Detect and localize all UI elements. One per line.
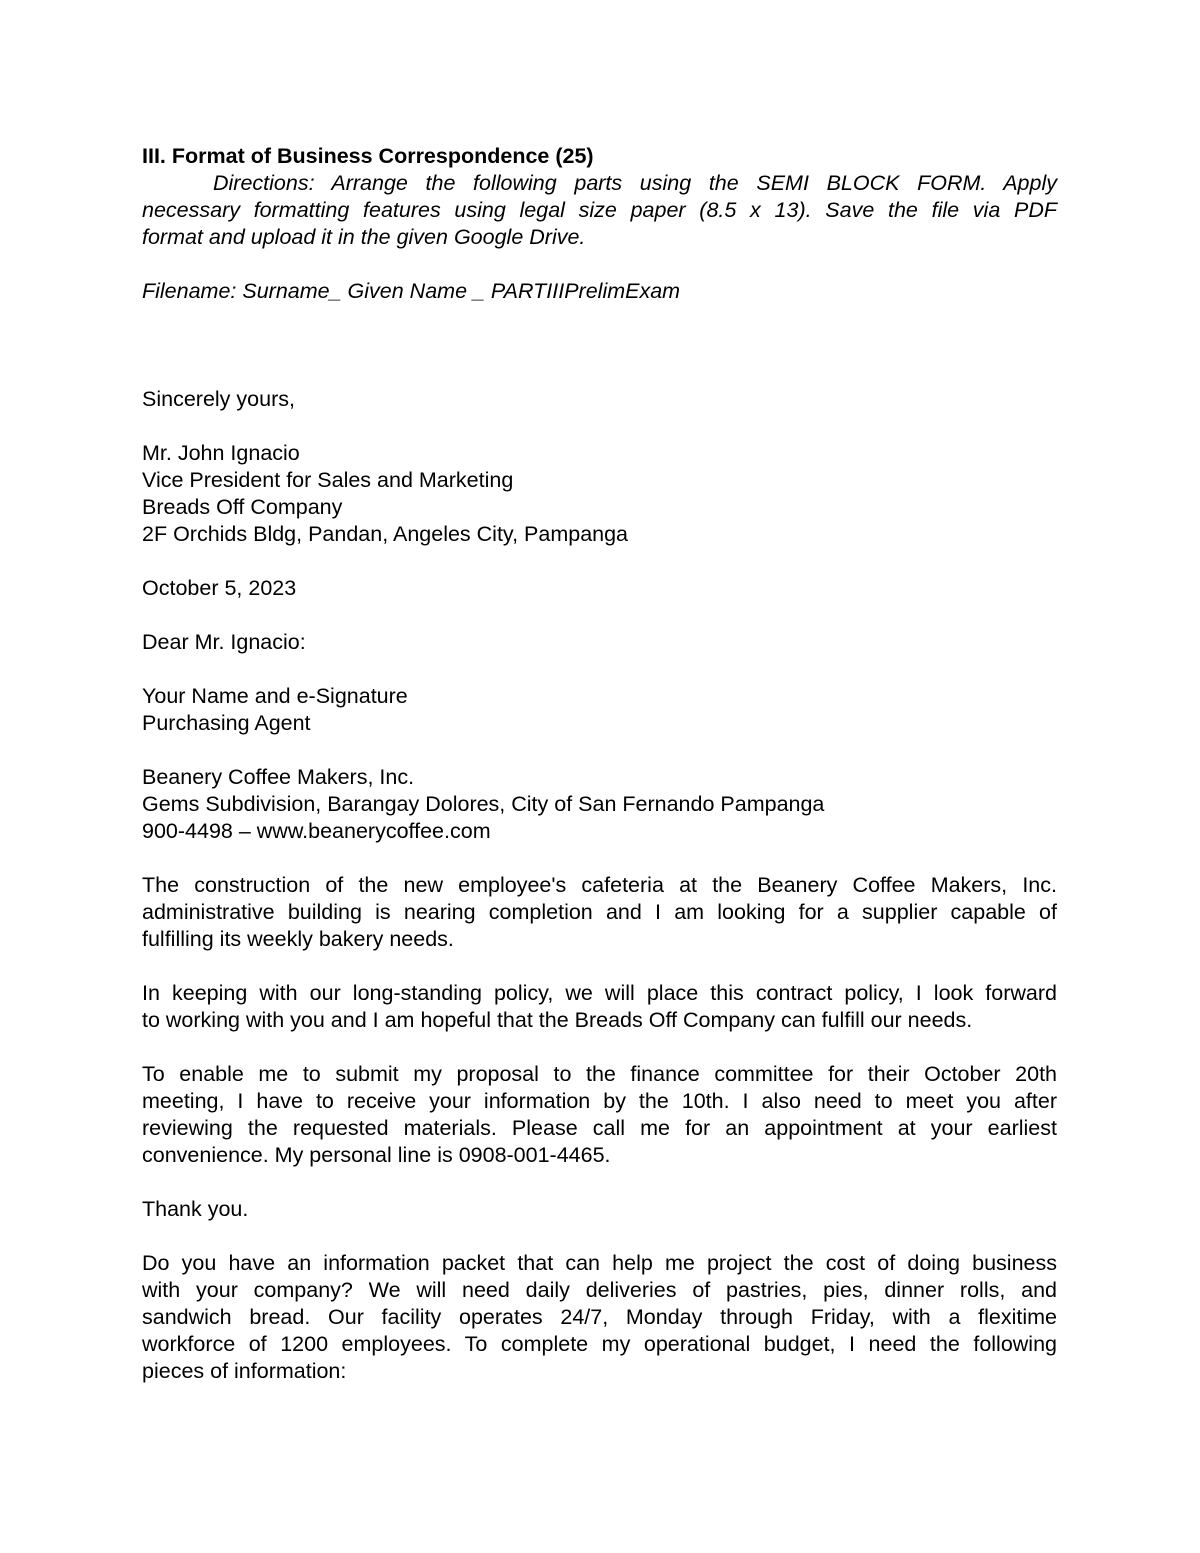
filename-instruction: Filename: Surname_ Given Name _ PARTIIIPrelimExam	[142, 279, 681, 303]
letter-date: October 5, 2023	[142, 576, 297, 600]
signature-name: Your Name and e-Signature	[142, 684, 408, 708]
sender-address: Gems Subdivision, Barangay Dolores, City of San Fernando Pampanga	[142, 792, 825, 816]
paragraph-line: workforce of 1200 employees. To complete my operational budget, I need the following	[142, 1332, 1057, 1356]
body-paragraph-2	[142, 980, 1057, 1034]
paragraph-line: Do you have an information packet that can help me project the cost of doing business	[142, 1251, 1057, 1275]
thank-you-line: Thank you.	[142, 1197, 249, 1221]
document-body	[142, 143, 1057, 1385]
recipient-company: Breads Off Company	[142, 495, 343, 519]
paragraph-line: with your company? We will need daily deliveries of pastries, pies, dinner rolls, and	[142, 1278, 1057, 1302]
paragraph-line: convenience. My personal line is 0908-001-4465.	[142, 1143, 611, 1167]
directions-block	[142, 170, 1057, 251]
paragraph-line: The construction of the new employee's cafeteria at the Beanery Coffee Makers, Inc.	[142, 873, 1057, 897]
paragraph-line: to working with you and I am hopeful that the Breads Off Company can fulfill our needs.	[142, 1008, 973, 1032]
paragraph-line: reviewing the requested materials. Please call me for an appointment at your earliest	[142, 1116, 1057, 1140]
directions-line: format and upload it in the given Google Drive.	[142, 225, 586, 249]
paragraph-line: fulfilling its weekly bakery needs.	[142, 927, 454, 951]
body-paragraph-1	[142, 872, 1057, 953]
recipient-title: Vice President for Sales and Marketing	[142, 468, 514, 492]
body-paragraph-3	[142, 1061, 1057, 1169]
signature-title: Purchasing Agent	[142, 711, 311, 735]
paragraph-line: In keeping with our long-standing policy, we will place this contract policy, I look forward	[142, 981, 1057, 1005]
body-paragraph-4	[142, 1250, 1057, 1385]
sender-contact: 900-4498 – www.beanerycoffee.com	[142, 819, 491, 843]
directions-line: necessary formatting features using legal size paper (8.5 x 13). Save the file via PDF	[142, 198, 1057, 222]
sender-company: Beanery Coffee Makers, Inc.	[142, 765, 415, 789]
inside-address-block	[142, 440, 1057, 548]
directions-line: Directions: Arrange the following parts using the SEMI BLOCK FORM. Apply	[213, 171, 1057, 195]
recipient-name: Mr. John Ignacio	[142, 441, 300, 465]
paragraph-line: pieces of information:	[142, 1359, 347, 1383]
signature-block	[142, 683, 1057, 737]
paragraph-line: sandwich bread. Our facility operates 24/7, Monday through Friday, with a flexitime	[142, 1305, 1057, 1329]
paragraph-line: meeting, I have to receive your information by the 10th. I also need to meet you after	[142, 1089, 1057, 1113]
salutation: Dear Mr. Ignacio:	[142, 630, 306, 654]
section-heading: III. Format of Business Correspondence (25)	[142, 144, 594, 168]
letterhead-block	[142, 764, 1057, 845]
recipient-address: 2F Orchids Bldg, Pandan, Angeles City, Pampanga	[142, 522, 629, 546]
paragraph-line: To enable me to submit my proposal to the finance committee for their October 20th	[142, 1062, 1057, 1086]
complimentary-close: Sincerely yours,	[142, 387, 295, 411]
paragraph-line: administrative building is nearing completion and I am looking for a supplier capable of	[142, 900, 1057, 924]
